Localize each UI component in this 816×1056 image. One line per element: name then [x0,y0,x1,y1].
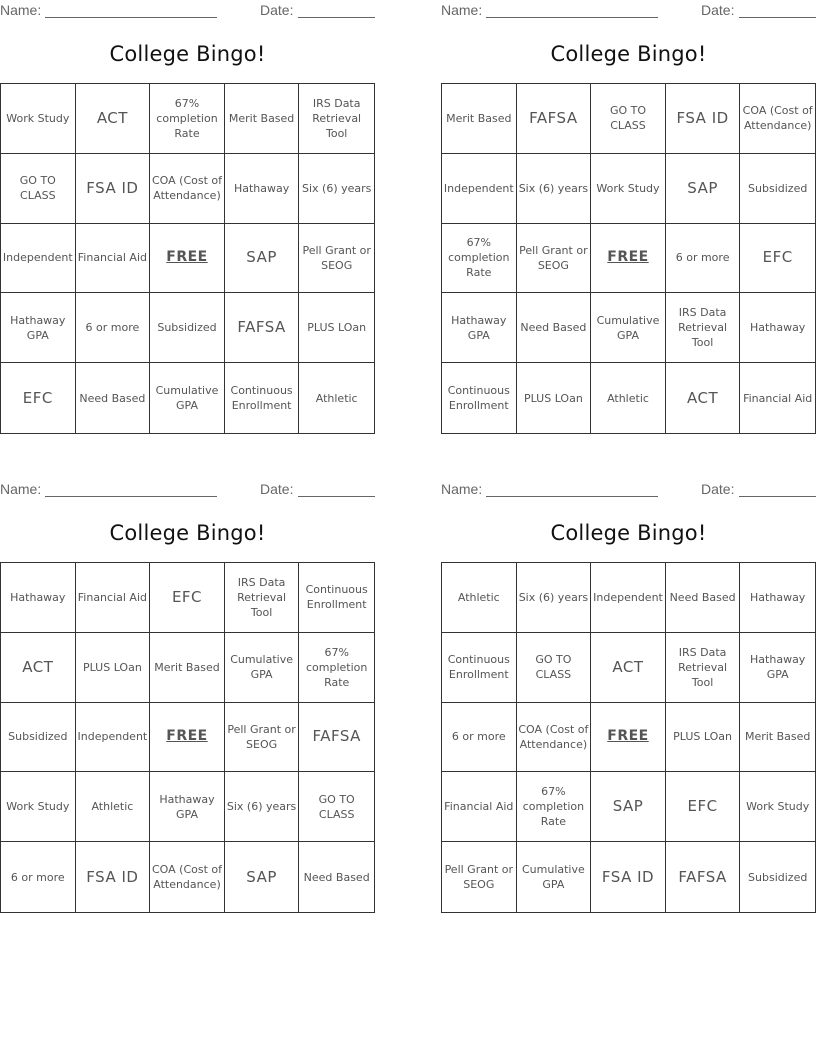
bingo-cell: Merit Based [442,84,517,154]
bingo-cell: Independent [591,563,666,633]
bingo-cell: Independent [442,154,517,224]
bingo-cell: PLUS LOan [76,633,151,703]
bingo-cell: ACT [591,633,666,703]
bingo-cell: EFC [1,363,76,433]
bingo-cell: Work Study [740,772,815,842]
bingo-cell: Subsidized [740,154,815,224]
name-line [486,17,658,18]
bingo-cell: Continuous Enrollment [442,363,517,433]
date-line [739,17,816,18]
bingo-cell: Merit Based [150,633,225,703]
bingo-cell: 67% completion Rate [442,224,517,294]
bingo-cell: FAFSA [299,703,374,773]
bingo-cell: 6 or more [76,293,151,363]
bingo-cell: EFC [666,772,741,842]
bingo-cell: Merit Based [740,703,815,773]
bingo-free-space: FREE [591,224,666,294]
name-label: Name: [441,481,483,497]
bingo-cell: Continuous Enrollment [225,363,300,433]
bingo-cell: PLUS LOan [666,703,741,773]
bingo-cell: Athletic [315,391,358,405]
card-title: College Bingo! [550,521,707,545]
bingo-cell: Athletic [442,563,517,633]
bingo-cell: COA (Cost of Attendance) [517,703,592,773]
bingo-cell: IRS Data Retrieval Tool [225,563,300,633]
name-date-row [441,481,816,499]
bingo-cell: Financial Aid [743,391,813,405]
bingo-cell: Independent [76,703,151,773]
bingo-cell: Six (6) years [517,563,592,633]
date-line [739,496,816,497]
bingo-cell: Work Study [1,84,76,154]
bingo-cell: IRS Data Retrieval Tool [666,293,741,363]
bingo-cell: FAFSA [517,84,592,154]
bingo-card-2 [441,0,816,440]
name-label: Name: [0,2,42,18]
bingo-cell: 67% completion Rate [150,84,225,154]
name-date-row [441,2,816,20]
bingo-cell: SAP [225,842,300,912]
bingo-cell: SAP [591,772,666,842]
bingo-cell: Work Study [1,772,76,842]
name-label: Name: [0,481,42,497]
bingo-cell: Hathaway [740,293,815,363]
date-line [298,17,375,18]
bingo-cell: Need Based [303,870,370,884]
bingo-cell: Pell Grant or SEOG [517,224,592,294]
date-label: Date: [701,481,735,497]
bingo-cell: Athletic [591,363,666,433]
name-label: Name: [441,2,483,18]
date-line [298,496,375,497]
bingo-cell: Pell Grant or SEOG [299,224,374,294]
bingo-cell: IRS Data Retrieval Tool [299,84,374,154]
name-line [486,496,658,497]
bingo-cell: ACT [76,84,151,154]
date-label: Date: [260,2,294,18]
bingo-cell: Work Study [591,154,666,224]
bingo-cell: Hathaway GPA [740,633,815,703]
bingo-cell: Hathaway [225,154,300,224]
bingo-cell: Cumulative GPA [591,293,666,363]
bingo-cell: Cumulative GPA [225,633,300,703]
bingo-cell: EFC [740,224,815,294]
bingo-cell: FSA ID [666,84,741,154]
bingo-cell: Six (6) years [517,154,592,224]
bingo-cell: Financial Aid [76,563,151,633]
bingo-cell: Financial Aid [76,224,151,294]
bingo-cell: COA (Cost of Attendance) [150,842,225,912]
bingo-cell: Athletic [76,772,151,842]
bingo-cell: Hathaway GPA [442,293,517,363]
bingo-free-space: FREE [150,703,225,773]
bingo-cell: Subsidized [150,293,225,363]
card-title: College Bingo! [550,42,707,66]
bingo-cell: Independent [1,224,76,294]
bingo-cell: PLUS LOan [517,363,592,433]
date-label: Date: [701,2,735,18]
bingo-cell: SAP [666,154,741,224]
bingo-cell: 6 or more [1,842,76,912]
bingo-free-space: FREE [591,703,666,773]
bingo-cell: GO TO CLASS [299,772,374,842]
bingo-cell: Pell Grant or SEOG [225,703,300,773]
name-date-row [0,481,375,499]
name-line [45,496,217,497]
bingo-cell: GO TO CLASS [517,633,592,703]
bingo-cell: Merit Based [225,84,300,154]
bingo-cell: 67% completion Rate [299,633,374,703]
bingo-cell: 6 or more [442,703,517,773]
bingo-cell: Continuous Enrollment [442,633,517,703]
bingo-cell: Pell Grant or SEOG [442,842,517,912]
bingo-cell: Subsidized [748,870,808,884]
name-line [45,17,217,18]
bingo-cell: Financial Aid [442,772,517,842]
bingo-cell: COA (Cost of Attendance) [740,84,815,154]
date-label: Date: [260,481,294,497]
bingo-cell: FSA ID [76,154,151,224]
bingo-cell: Hathaway GPA [150,772,225,842]
bingo-cell: Continuous Enrollment [299,563,374,633]
bingo-cell: Hathaway GPA [1,293,76,363]
bingo-cell: Hathaway [740,563,815,633]
bingo-cell: COA (Cost of Attendance) [150,154,225,224]
bingo-grid [0,562,375,913]
bingo-cell: Cumulative GPA [150,363,225,433]
bingo-grid [0,83,375,434]
bingo-cell: ACT [666,363,741,433]
bingo-cell: Need Based [76,363,151,433]
bingo-cell: GO TO CLASS [1,154,76,224]
bingo-cell: Subsidized [1,703,76,773]
bingo-cell: Cumulative GPA [517,842,592,912]
bingo-cell: ACT [1,633,76,703]
bingo-grid [441,562,816,913]
bingo-cell: FAFSA [225,293,300,363]
bingo-cell: 67% completion Rate [517,772,592,842]
card-title: College Bingo! [109,42,266,66]
bingo-grid [441,83,816,434]
bingo-card-1 [0,0,375,440]
name-date-row [0,2,375,20]
bingo-cell: Need Based [666,563,741,633]
bingo-cell: Six (6) years [299,154,374,224]
card-title: College Bingo! [109,521,266,545]
bingo-cell: GO TO CLASS [591,84,666,154]
bingo-cell: SAP [225,224,300,294]
bingo-cell: PLUS LOan [299,293,374,363]
bingo-cell: FAFSA [666,842,741,912]
bingo-cell: Need Based [517,293,592,363]
bingo-cell: FSA ID [76,842,151,912]
bingo-cell: EFC [150,563,225,633]
bingo-cell: Six (6) years [225,772,300,842]
bingo-free-space: FREE [150,224,225,294]
bingo-cell: 6 or more [666,224,741,294]
bingo-cell: Hathaway [1,563,76,633]
bingo-card-4 [441,479,816,919]
bingo-card-3 [0,479,375,919]
bingo-cell: IRS Data Retrieval Tool [666,633,741,703]
bingo-cell: FSA ID [591,842,666,912]
